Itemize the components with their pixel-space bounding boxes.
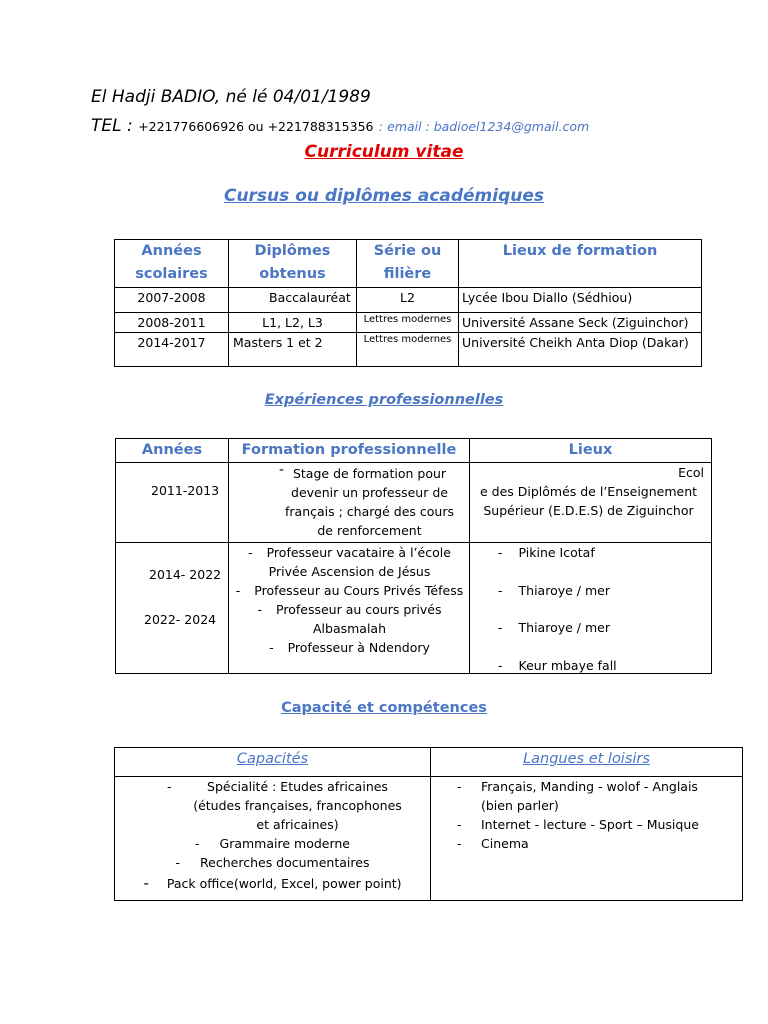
academic-header-diploma: Diplômes obtenus xyxy=(229,240,357,288)
cell-serie: Lettres modernes xyxy=(357,313,459,333)
tel-numbers: +221776606926 ou +221788315356 xyxy=(138,119,374,134)
cell-training xyxy=(229,463,470,543)
place-line1: Ecol xyxy=(678,465,704,480)
table-row xyxy=(115,288,702,313)
experience-header-training: Formation professionnelle xyxy=(229,439,470,463)
list-item: - Pack office(world, Excel, power point) xyxy=(143,874,402,892)
place-item: - Thiaroye / mer xyxy=(498,620,610,635)
cell-years: 2007-2008 xyxy=(115,288,229,313)
list-item: - Professeur vacataire à l’école Privée Ascension de Jésus xyxy=(248,545,451,579)
cell-years xyxy=(116,463,229,543)
dash-bullet: - xyxy=(279,462,285,478)
academic-header-years: Années scolaires xyxy=(115,240,229,288)
academic-header-row xyxy=(115,240,702,288)
cell-years: 2014-2017 xyxy=(115,333,229,367)
experience-title: Expériences professionnelles xyxy=(264,392,504,408)
place-item: - Thiaroye / mer xyxy=(498,583,610,598)
languages-list xyxy=(431,777,742,853)
job-list xyxy=(229,543,470,657)
list-item: - Professeur au cours privés Albasmalah xyxy=(257,602,442,636)
skills-header-capacities: Capacités xyxy=(115,748,431,777)
cell-place: Lycée Ibou Diallo (Sédhiou) xyxy=(459,288,702,313)
cell-serie: Lettres modernes xyxy=(357,333,459,367)
cell-capacities xyxy=(115,777,431,901)
experience-header-row xyxy=(116,439,712,463)
table-row xyxy=(115,313,702,333)
skills-table xyxy=(114,747,743,901)
place-item: - Keur mbaye fall xyxy=(498,658,617,673)
list-item: - Cinema xyxy=(457,836,529,851)
skills-header-languages: Langues et loisirs xyxy=(431,748,743,777)
list-item: - Professeur au Cours Privés Téfess xyxy=(235,583,464,598)
place-item: - Pikine Icotaf xyxy=(498,545,595,560)
cell-diploma: L1, L2, L3 xyxy=(229,313,357,333)
cell-years xyxy=(116,543,229,674)
list-item: - Recherches documentaires xyxy=(175,855,370,870)
tel-label: TEL : xyxy=(91,116,133,136)
cell-years: 2008-2011 xyxy=(115,313,229,333)
years-text: 2011-2013 xyxy=(151,483,220,498)
experience-table xyxy=(115,438,712,674)
table-row xyxy=(116,543,712,674)
years-b: 2022- 2024 xyxy=(144,612,217,627)
academic-table xyxy=(114,239,702,367)
experience-header-place: Lieux xyxy=(470,439,712,463)
experience-header-years: Années xyxy=(116,439,229,463)
training-text: Stage de formation pour devenir un professeur de français ; chargé des cours de renforcement xyxy=(285,466,454,538)
cell-training xyxy=(229,543,470,674)
cell-place xyxy=(470,463,712,543)
academic-header-place: Lieux de formation xyxy=(459,240,702,288)
contact-line xyxy=(91,116,589,136)
name-line: El Hadji BADIO, né lé 04/01/1989 xyxy=(91,87,371,107)
email-text[interactable]: : email : badioel1234@gmail.com xyxy=(378,119,590,134)
cell-serie: L2 xyxy=(357,288,459,313)
list-item: - Internet - lecture - Sport – Musique xyxy=(457,817,699,832)
academic-title: Cursus ou diplômes académiques xyxy=(223,186,545,206)
cell-place xyxy=(470,543,712,674)
list-item: - Professeur à Ndendory xyxy=(269,640,430,655)
academic-header-serie: Série ou filière xyxy=(357,240,459,288)
list-item: - Spécialité : Etudes africaines (études françaises, francophones et africaines) xyxy=(167,779,402,832)
place-line2: e des Diplômés de l’Enseignement Supérieur (E.D.E.S) de Ziguinchor xyxy=(479,484,698,518)
skills-header-row xyxy=(115,748,743,777)
table-row xyxy=(116,463,712,543)
skills-title: Capacité et compétences xyxy=(281,700,487,716)
cell-diploma: Baccalauréat xyxy=(229,288,357,313)
cell-languages xyxy=(431,777,743,901)
cell-place: Université Cheikh Anta Diop (Dakar) xyxy=(459,333,702,367)
cell-diploma: Masters 1 et 2 xyxy=(229,333,357,367)
cv-title: Curriculum vitae xyxy=(304,142,464,162)
years-a: 2014- 2022 xyxy=(149,567,222,582)
list-item: - Grammaire moderne xyxy=(195,836,350,851)
table-row xyxy=(115,777,743,901)
table-row xyxy=(115,333,702,367)
list-item: - Français, Manding - wolof - Anglais (bien parler) xyxy=(457,779,698,813)
cell-place: Université Assane Seck (Ziguinchor) xyxy=(459,313,702,333)
